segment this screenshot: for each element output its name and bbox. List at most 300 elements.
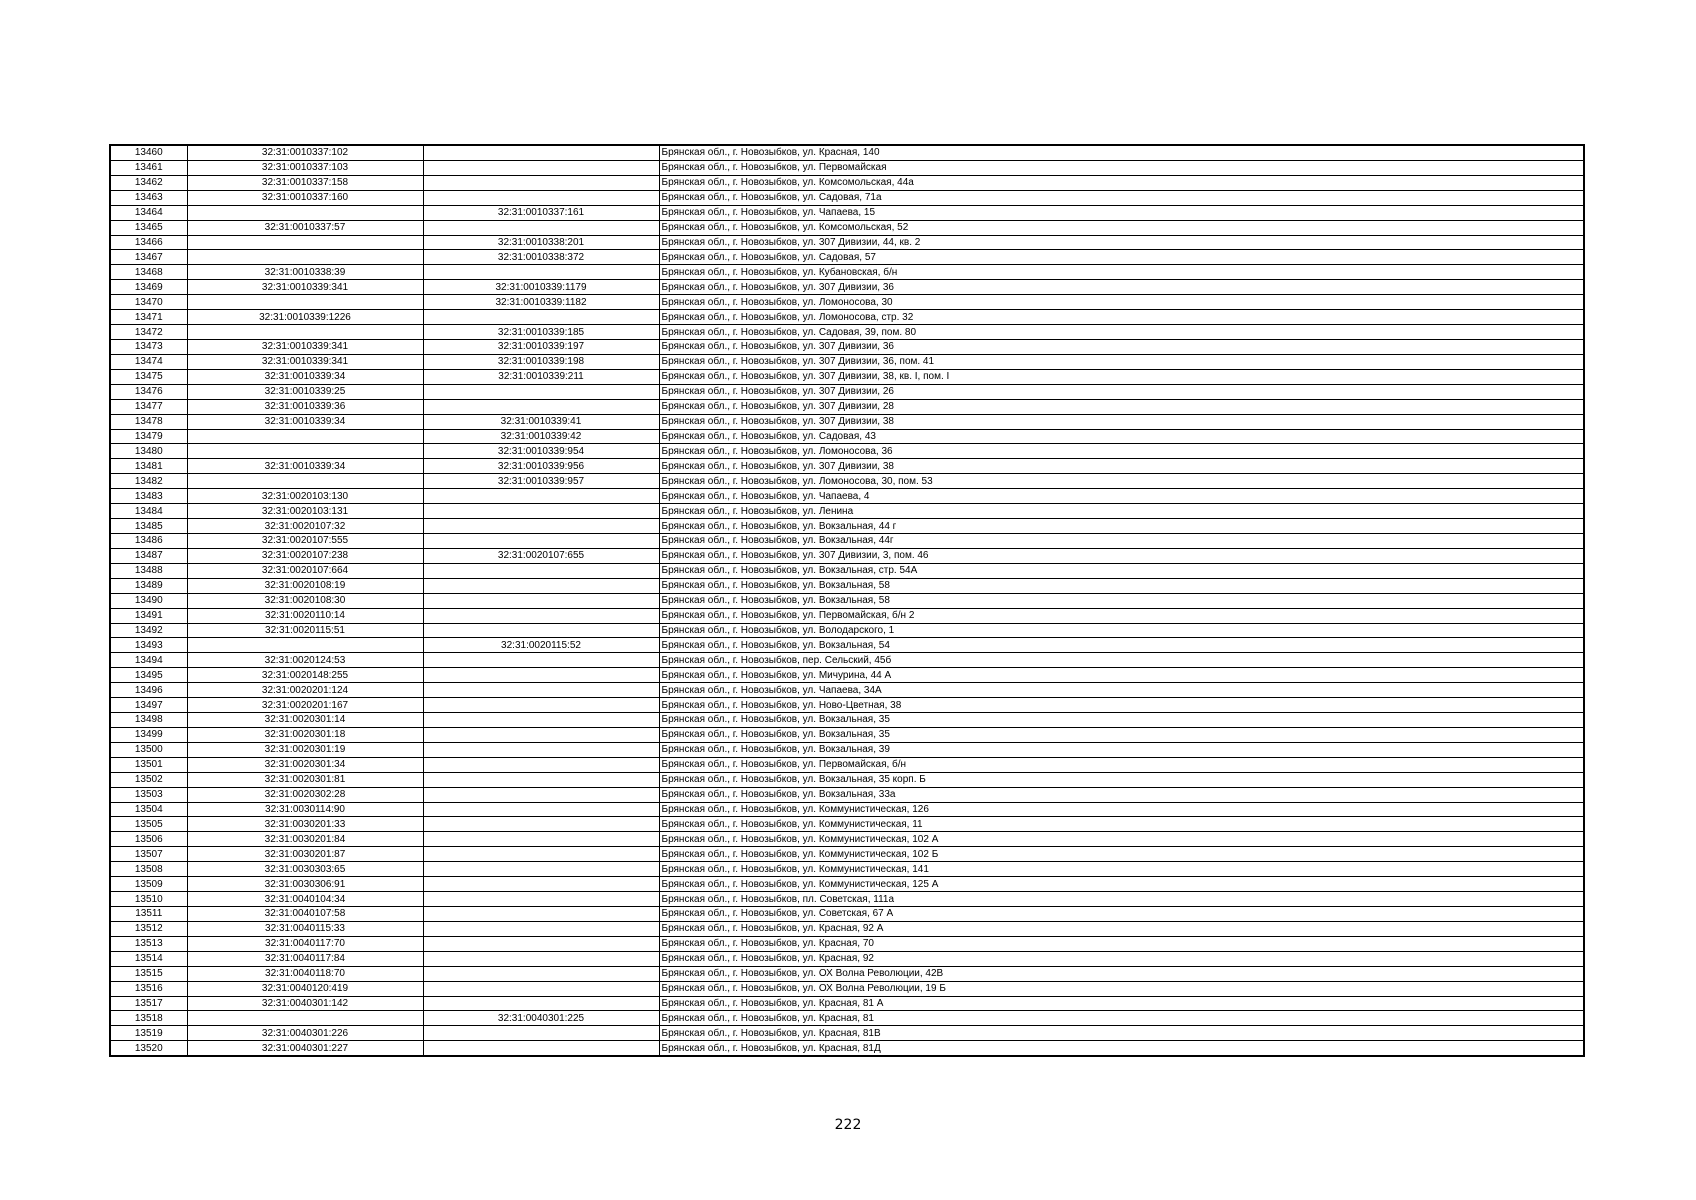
row-number-cell: 13472 (110, 325, 187, 340)
address-cell: Брянская обл., г. Новозыбков, ул. Вокзальная, 44 г (659, 519, 1584, 534)
table-row (110, 668, 1584, 683)
related-cadastral-number-cell (423, 145, 659, 160)
table-row (110, 862, 1584, 877)
table-row (110, 832, 1584, 847)
row-number-cell: 13483 (110, 489, 187, 504)
related-cadastral-number-cell (423, 384, 659, 399)
row-number-cell: 13469 (110, 280, 187, 295)
row-number-cell: 13494 (110, 653, 187, 668)
row-number-cell: 13486 (110, 533, 187, 548)
cadastral-number-cell: 32:31:0010339:1226 (187, 310, 423, 325)
row-number-cell: 13518 (110, 1011, 187, 1026)
address-cell: Брянская обл., г. Новозыбков, ул. Красная, 81Д (659, 1041, 1584, 1056)
address-cell: Брянская обл., г. Новозыбков, ул. Коммунистическая, 141 (659, 862, 1584, 877)
table-row (110, 280, 1584, 295)
address-cell: Брянская обл., г. Новозыбков, ул. Вокзальная, 35 (659, 713, 1584, 728)
table-row (110, 907, 1584, 922)
row-number-cell: 13495 (110, 668, 187, 683)
cadastral-number-cell: 32:31:0020108:19 (187, 578, 423, 593)
address-cell: Брянская обл., г. Новозыбков, ул. Коммунистическая, 11 (659, 817, 1584, 832)
cadastral-number-cell: 32:31:0030114:90 (187, 802, 423, 817)
registry-table-body (110, 145, 1584, 1056)
row-number-cell: 13487 (110, 548, 187, 563)
address-cell: Брянская обл., г. Новозыбков, пл. Советская, 111а (659, 892, 1584, 907)
table-row (110, 1011, 1584, 1026)
table-row (110, 713, 1584, 728)
table-row (110, 757, 1584, 772)
table-row (110, 1026, 1584, 1041)
cadastral-number-cell: 32:31:0020110:14 (187, 608, 423, 623)
related-cadastral-number-cell (423, 1041, 659, 1056)
related-cadastral-number-cell: 32:31:0010339:956 (423, 459, 659, 474)
row-number-cell: 13465 (110, 220, 187, 235)
related-cadastral-number-cell (423, 1026, 659, 1041)
address-cell: Брянская обл., г. Новозыбков, ул. Коммунистическая, 102 А (659, 832, 1584, 847)
cadastral-number-cell (187, 250, 423, 265)
cadastral-number-cell: 32:31:0030201:33 (187, 817, 423, 832)
row-number-cell: 13516 (110, 981, 187, 996)
row-number-cell: 13502 (110, 772, 187, 787)
cadastral-number-cell: 32:31:0040117:70 (187, 936, 423, 951)
address-cell: Брянская обл., г. Новозыбков, ул. Вокзальная, 33а (659, 787, 1584, 802)
address-cell: Брянская обл., г. Новозыбков, ул. 307 Дивизии, 44, кв. 2 (659, 235, 1584, 250)
related-cadastral-number-cell (423, 533, 659, 548)
cadastral-number-cell: 32:31:0010339:341 (187, 354, 423, 369)
page-number: 222 (834, 1117, 862, 1133)
related-cadastral-number-cell: 32:31:0010339:198 (423, 354, 659, 369)
address-cell: Брянская обл., г. Новозыбков, ул. Чапаева, 15 (659, 205, 1584, 220)
related-cadastral-number-cell: 32:31:0010337:161 (423, 205, 659, 220)
table-row (110, 414, 1584, 429)
table-row (110, 310, 1584, 325)
address-cell: Брянская обл., г. Новозыбков, ул. Вокзальная, 58 (659, 578, 1584, 593)
table-row (110, 802, 1584, 817)
table-row (110, 220, 1584, 235)
row-number-cell: 13463 (110, 190, 187, 205)
row-number-cell: 13498 (110, 713, 187, 728)
table-row (110, 1041, 1584, 1056)
row-number-cell: 13515 (110, 966, 187, 981)
row-number-cell: 13500 (110, 742, 187, 757)
address-cell: Брянская обл., г. Новозыбков, ул. Первомайская, б/н 2 (659, 608, 1584, 623)
cadastral-number-cell: 32:31:0010339:341 (187, 280, 423, 295)
related-cadastral-number-cell (423, 996, 659, 1011)
related-cadastral-number-cell (423, 951, 659, 966)
address-cell: Брянская обл., г. Новозыбков, ул. Красная, 140 (659, 145, 1584, 160)
cadastral-number-cell: 32:31:0020103:130 (187, 489, 423, 504)
table-row (110, 563, 1584, 578)
row-number-cell: 13511 (110, 907, 187, 922)
address-cell: Брянская обл., г. Новозыбков, ул. Садовая, 39, пом. 80 (659, 325, 1584, 340)
row-number-cell: 13464 (110, 205, 187, 220)
address-cell: Брянская обл., г. Новозыбков, ул. Комсомольская, 52 (659, 220, 1584, 235)
related-cadastral-number-cell (423, 623, 659, 638)
cadastral-number-cell: 32:31:0020148:255 (187, 668, 423, 683)
related-cadastral-number-cell (423, 742, 659, 757)
cadastral-number-cell: 32:31:0020302:28 (187, 787, 423, 802)
row-number-cell: 13475 (110, 369, 187, 384)
address-cell: Брянская обл., г. Новозыбков, ул. Красная, 70 (659, 936, 1584, 951)
table-row (110, 772, 1584, 787)
cadastral-number-cell: 32:31:0020301:34 (187, 757, 423, 772)
cadastral-number-cell (187, 638, 423, 653)
address-cell: Брянская обл., г. Новозыбков, ул. Коммунистическая, 126 (659, 802, 1584, 817)
row-number-cell: 13506 (110, 832, 187, 847)
table-row (110, 190, 1584, 205)
related-cadastral-number-cell: 32:31:0010339:42 (423, 429, 659, 444)
table-row (110, 474, 1584, 489)
related-cadastral-number-cell (423, 892, 659, 907)
cadastral-number-cell: 32:31:0020107:238 (187, 548, 423, 563)
table-row (110, 504, 1584, 519)
related-cadastral-number-cell (423, 175, 659, 190)
cadastral-number-cell: 32:31:0030303:65 (187, 862, 423, 877)
cadastral-number-cell: 32:31:0020201:167 (187, 698, 423, 713)
related-cadastral-number-cell: 32:31:0010339:957 (423, 474, 659, 489)
table-row (110, 489, 1584, 504)
table-row (110, 996, 1584, 1011)
table-row (110, 175, 1584, 190)
related-cadastral-number-cell (423, 698, 659, 713)
address-cell: Брянская обл., г. Новозыбков, пер. Сельский, 45б (659, 653, 1584, 668)
table-row (110, 578, 1584, 593)
cadastral-number-cell: 32:31:0040120:419 (187, 981, 423, 996)
address-cell: Брянская обл., г. Новозыбков, ул. Вокзальная, 58 (659, 593, 1584, 608)
row-number-cell: 13478 (110, 414, 187, 429)
row-number-cell: 13470 (110, 295, 187, 310)
related-cadastral-number-cell: 32:31:0010339:954 (423, 444, 659, 459)
cadastral-number-cell: 32:31:0020201:124 (187, 683, 423, 698)
cadastral-number-cell (187, 474, 423, 489)
table-row (110, 877, 1584, 892)
cadastral-number-cell: 32:31:0020107:664 (187, 563, 423, 578)
cadastral-number-cell: 32:31:0020103:131 (187, 504, 423, 519)
table-row (110, 787, 1584, 802)
address-cell: Брянская обл., г. Новозыбков, ул. Ломоносова, 30, пом. 53 (659, 474, 1584, 489)
address-cell: Брянская обл., г. Новозыбков, ул. 307 Дивизии, 38, кв. I, пом. I (659, 369, 1584, 384)
related-cadastral-number-cell (423, 757, 659, 772)
table-row (110, 638, 1584, 653)
row-number-cell: 13507 (110, 847, 187, 862)
address-cell: Брянская обл., г. Новозыбков, ул. Вокзальная, 35 корп. Б (659, 772, 1584, 787)
table-row (110, 339, 1584, 354)
row-number-cell: 13501 (110, 757, 187, 772)
table-row (110, 623, 1584, 638)
row-number-cell: 13496 (110, 683, 187, 698)
table-row (110, 444, 1584, 459)
row-number-cell: 13499 (110, 727, 187, 742)
cadastral-number-cell: 32:31:0010337:160 (187, 190, 423, 205)
row-number-cell: 13462 (110, 175, 187, 190)
address-cell: Брянская обл., г. Новозыбков, ул. Красная, 81 А (659, 996, 1584, 1011)
row-number-cell: 13514 (110, 951, 187, 966)
table-row (110, 160, 1584, 175)
table-row (110, 295, 1584, 310)
table-row (110, 325, 1584, 340)
address-cell: Брянская обл., г. Новозыбков, ул. Красная, 81 (659, 1011, 1584, 1026)
address-cell: Брянская обл., г. Новозыбков, ул. 307 Дивизии, 36 (659, 339, 1584, 354)
cadastral-number-cell: 32:31:0020107:555 (187, 533, 423, 548)
table-row (110, 817, 1584, 832)
related-cadastral-number-cell (423, 727, 659, 742)
table-row (110, 981, 1584, 996)
cadastral-number-cell (187, 295, 423, 310)
address-cell: Брянская обл., г. Новозыбков, ул. Кубановская, б/н (659, 265, 1584, 280)
row-number-cell: 13480 (110, 444, 187, 459)
table-row (110, 593, 1584, 608)
address-cell: Брянская обл., г. Новозыбков, ул. Комсомольская, 44а (659, 175, 1584, 190)
table-row (110, 847, 1584, 862)
row-number-cell: 13461 (110, 160, 187, 175)
cadastral-number-cell: 32:31:0010337:57 (187, 220, 423, 235)
address-cell: Брянская обл., г. Новозыбков, ул. 307 Дивизии, 36, пом. 41 (659, 354, 1584, 369)
row-number-cell: 13519 (110, 1026, 187, 1041)
table-row (110, 608, 1584, 623)
table-row (110, 145, 1584, 160)
row-number-cell: 13477 (110, 399, 187, 414)
table-row (110, 250, 1584, 265)
row-number-cell: 13504 (110, 802, 187, 817)
row-number-cell: 13485 (110, 519, 187, 534)
related-cadastral-number-cell: 32:31:0010339:1182 (423, 295, 659, 310)
row-number-cell: 13503 (110, 787, 187, 802)
table-row (110, 235, 1584, 250)
table-row (110, 369, 1584, 384)
related-cadastral-number-cell (423, 921, 659, 936)
address-cell: Брянская обл., г. Новозыбков, ул. Ново-Цветная, 38 (659, 698, 1584, 713)
cadastral-number-cell (187, 444, 423, 459)
address-cell: Брянская обл., г. Новозыбков, ул. Ломоносова, стр. 32 (659, 310, 1584, 325)
related-cadastral-number-cell (423, 847, 659, 862)
table-row (110, 265, 1584, 280)
related-cadastral-number-cell (423, 936, 659, 951)
address-cell: Брянская обл., г. Новозыбков, ул. 307 Дивизии, 3, пом. 46 (659, 548, 1584, 563)
table-row (110, 727, 1584, 742)
row-number-cell: 13497 (110, 698, 187, 713)
table-row (110, 519, 1584, 534)
row-number-cell: 13481 (110, 459, 187, 474)
table-row (110, 384, 1584, 399)
related-cadastral-number-cell: 32:31:0010338:372 (423, 250, 659, 265)
cadastral-number-cell: 32:31:0020301:14 (187, 713, 423, 728)
related-cadastral-number-cell (423, 489, 659, 504)
address-cell: Брянская обл., г. Новозыбков, ул. Мичурина, 44 А (659, 668, 1584, 683)
row-number-cell: 13476 (110, 384, 187, 399)
address-cell: Брянская обл., г. Новозыбков, ул. Первомайская, б/н (659, 757, 1584, 772)
address-cell: Брянская обл., г. Новозыбков, ул. Красная, 81В (659, 1026, 1584, 1041)
row-number-cell: 13491 (110, 608, 187, 623)
row-number-cell: 13493 (110, 638, 187, 653)
table-row (110, 354, 1584, 369)
address-cell: Брянская обл., г. Новозыбков, ул. 307 Дивизии, 38 (659, 414, 1584, 429)
cadastral-number-cell: 32:31:0020115:51 (187, 623, 423, 638)
address-cell: Брянская обл., г. Новозыбков, ул. Красная, 92 (659, 951, 1584, 966)
table-row (110, 459, 1584, 474)
related-cadastral-number-cell (423, 862, 659, 877)
row-number-cell: 13509 (110, 877, 187, 892)
cadastral-number-cell (187, 325, 423, 340)
cadastral-number-cell: 32:31:0010337:102 (187, 145, 423, 160)
related-cadastral-number-cell (423, 772, 659, 787)
row-number-cell: 13512 (110, 921, 187, 936)
cadastral-number-cell: 32:31:0040107:58 (187, 907, 423, 922)
address-cell: Брянская обл., г. Новозыбков, ул. Вокзальная, стр. 54А (659, 563, 1584, 578)
address-cell: Брянская обл., г. Новозыбков, ул. 307 Дивизии, 26 (659, 384, 1584, 399)
row-number-cell: 13482 (110, 474, 187, 489)
address-cell: Брянская обл., г. Новозыбков, ул. Вокзальная, 44г (659, 533, 1584, 548)
table-row (110, 429, 1584, 444)
address-cell: Брянская обл., г. Новозыбков, ул. Ломоносова, 36 (659, 444, 1584, 459)
related-cadastral-number-cell (423, 832, 659, 847)
row-number-cell: 13517 (110, 996, 187, 1011)
cadastral-number-cell: 32:31:0040301:226 (187, 1026, 423, 1041)
cadastral-number-cell: 32:31:0040117:84 (187, 951, 423, 966)
address-cell: Брянская обл., г. Новозыбков, ул. Вокзальная, 54 (659, 638, 1584, 653)
related-cadastral-number-cell: 32:31:0020107:655 (423, 548, 659, 563)
cadastral-number-cell: 32:31:0040118:70 (187, 966, 423, 981)
related-cadastral-number-cell (423, 683, 659, 698)
related-cadastral-number-cell: 32:31:0010339:197 (423, 339, 659, 354)
row-number-cell: 13474 (110, 354, 187, 369)
registry-table (109, 144, 1585, 1057)
table-row (110, 966, 1584, 981)
cadastral-number-cell: 32:31:0010337:158 (187, 175, 423, 190)
related-cadastral-number-cell (423, 578, 659, 593)
table-row (110, 921, 1584, 936)
table-row (110, 399, 1584, 414)
row-number-cell: 13492 (110, 623, 187, 638)
cadastral-number-cell: 32:31:0010339:34 (187, 369, 423, 384)
row-number-cell: 13510 (110, 892, 187, 907)
row-number-cell: 13473 (110, 339, 187, 354)
related-cadastral-number-cell (423, 504, 659, 519)
related-cadastral-number-cell: 32:31:0020115:52 (423, 638, 659, 653)
cadastral-number-cell (187, 1011, 423, 1026)
row-number-cell: 13484 (110, 504, 187, 519)
cadastral-number-cell (187, 429, 423, 444)
related-cadastral-number-cell (423, 787, 659, 802)
related-cadastral-number-cell (423, 519, 659, 534)
row-number-cell: 13488 (110, 563, 187, 578)
address-cell: Брянская обл., г. Новозыбков, ул. Коммунистическая, 125 А (659, 877, 1584, 892)
related-cadastral-number-cell (423, 310, 659, 325)
table-row (110, 548, 1584, 563)
address-cell: Брянская обл., г. Новозыбков, ул. Садовая, 57 (659, 250, 1584, 265)
row-number-cell: 13508 (110, 862, 187, 877)
related-cadastral-number-cell (423, 608, 659, 623)
cadastral-number-cell: 32:31:0010339:25 (187, 384, 423, 399)
related-cadastral-number-cell (423, 399, 659, 414)
related-cadastral-number-cell (423, 220, 659, 235)
related-cadastral-number-cell: 32:31:0040301:225 (423, 1011, 659, 1026)
row-number-cell: 13513 (110, 936, 187, 951)
row-number-cell: 13490 (110, 593, 187, 608)
table-row (110, 698, 1584, 713)
related-cadastral-number-cell: 32:31:0010339:211 (423, 369, 659, 384)
row-number-cell: 13505 (110, 817, 187, 832)
related-cadastral-number-cell (423, 981, 659, 996)
cadastral-number-cell (187, 235, 423, 250)
row-number-cell: 13460 (110, 145, 187, 160)
row-number-cell: 13479 (110, 429, 187, 444)
cadastral-number-cell: 32:31:0040115:33 (187, 921, 423, 936)
cadastral-number-cell: 32:31:0010339:34 (187, 459, 423, 474)
related-cadastral-number-cell: 32:31:0010339:41 (423, 414, 659, 429)
related-cadastral-number-cell: 32:31:0010339:185 (423, 325, 659, 340)
cadastral-number-cell: 32:31:0040301:227 (187, 1041, 423, 1056)
row-number-cell: 13466 (110, 235, 187, 250)
cadastral-number-cell: 32:31:0010337:103 (187, 160, 423, 175)
table-row (110, 653, 1584, 668)
cadastral-number-cell: 32:31:0030201:84 (187, 832, 423, 847)
cadastral-number-cell: 32:31:0020301:18 (187, 727, 423, 742)
related-cadastral-number-cell (423, 877, 659, 892)
table-row (110, 892, 1584, 907)
address-cell: Брянская обл., г. Новозыбков, ул. Вокзальная, 35 (659, 727, 1584, 742)
cadastral-number-cell: 32:31:0020301:19 (187, 742, 423, 757)
related-cadastral-number-cell (423, 160, 659, 175)
row-number-cell: 13468 (110, 265, 187, 280)
related-cadastral-number-cell (423, 713, 659, 728)
row-number-cell: 13467 (110, 250, 187, 265)
address-cell: Брянская обл., г. Новозыбков, ул. 307 Дивизии, 38 (659, 459, 1584, 474)
related-cadastral-number-cell (423, 802, 659, 817)
cadastral-number-cell: 32:31:0030306:91 (187, 877, 423, 892)
address-cell: Брянская обл., г. Новозыбков, ул. 307 Дивизии, 28 (659, 399, 1584, 414)
cadastral-number-cell: 32:31:0020124:53 (187, 653, 423, 668)
address-cell: Брянская обл., г. Новозыбков, ул. Володарского, 1 (659, 623, 1584, 638)
row-number-cell: 13489 (110, 578, 187, 593)
related-cadastral-number-cell (423, 966, 659, 981)
address-cell: Брянская обл., г. Новозыбков, ул. Вокзальная, 39 (659, 742, 1584, 757)
cadastral-number-cell: 32:31:0010339:341 (187, 339, 423, 354)
related-cadastral-number-cell (423, 907, 659, 922)
related-cadastral-number-cell (423, 668, 659, 683)
related-cadastral-number-cell: 32:31:0010338:201 (423, 235, 659, 250)
table-row (110, 951, 1584, 966)
address-cell: Брянская обл., г. Новозыбков, ул. Ленина (659, 504, 1584, 519)
related-cadastral-number-cell: 32:31:0010339:1179 (423, 280, 659, 295)
address-cell: Брянская обл., г. Новозыбков, ул. ОХ Волна Революции, 42В (659, 966, 1584, 981)
address-cell: Брянская обл., г. Новозыбков, ул. 307 Дивизии, 36 (659, 280, 1584, 295)
cadastral-number-cell: 32:31:0040301:142 (187, 996, 423, 1011)
address-cell: Брянская обл., г. Новозыбков, ул. Коммунистическая, 102 Б (659, 847, 1584, 862)
related-cadastral-number-cell (423, 817, 659, 832)
address-cell: Брянская обл., г. Новозыбков, ул. Ломоносова, 30 (659, 295, 1584, 310)
table-row (110, 742, 1584, 757)
table-row (110, 205, 1584, 220)
cadastral-number-cell: 32:31:0040104:34 (187, 892, 423, 907)
cadastral-number-cell: 32:31:0020108:30 (187, 593, 423, 608)
address-cell: Брянская обл., г. Новозыбков, ул. Садовая, 43 (659, 429, 1584, 444)
table-row (110, 533, 1584, 548)
table-row (110, 683, 1584, 698)
address-cell: Брянская обл., г. Новозыбков, ул. Садовая, 71а (659, 190, 1584, 205)
address-cell: Брянская обл., г. Новозыбков, ул. Первомайская (659, 160, 1584, 175)
cadastral-number-cell: 32:31:0020107:32 (187, 519, 423, 534)
related-cadastral-number-cell (423, 653, 659, 668)
address-cell: Брянская обл., г. Новозыбков, ул. Советская, 67 А (659, 907, 1584, 922)
address-cell: Брянская обл., г. Новозыбков, ул. Чапаева, 34А (659, 683, 1584, 698)
cadastral-number-cell: 32:31:0010339:34 (187, 414, 423, 429)
address-cell: Брянская обл., г. Новозыбков, ул. Красная, 92 А (659, 921, 1584, 936)
cadastral-number-cell (187, 205, 423, 220)
cadastral-number-cell: 32:31:0010339:36 (187, 399, 423, 414)
cadastral-number-cell: 32:31:0020301:81 (187, 772, 423, 787)
row-number-cell: 13471 (110, 310, 187, 325)
related-cadastral-number-cell (423, 563, 659, 578)
cadastral-number-cell: 32:31:0030201:87 (187, 847, 423, 862)
